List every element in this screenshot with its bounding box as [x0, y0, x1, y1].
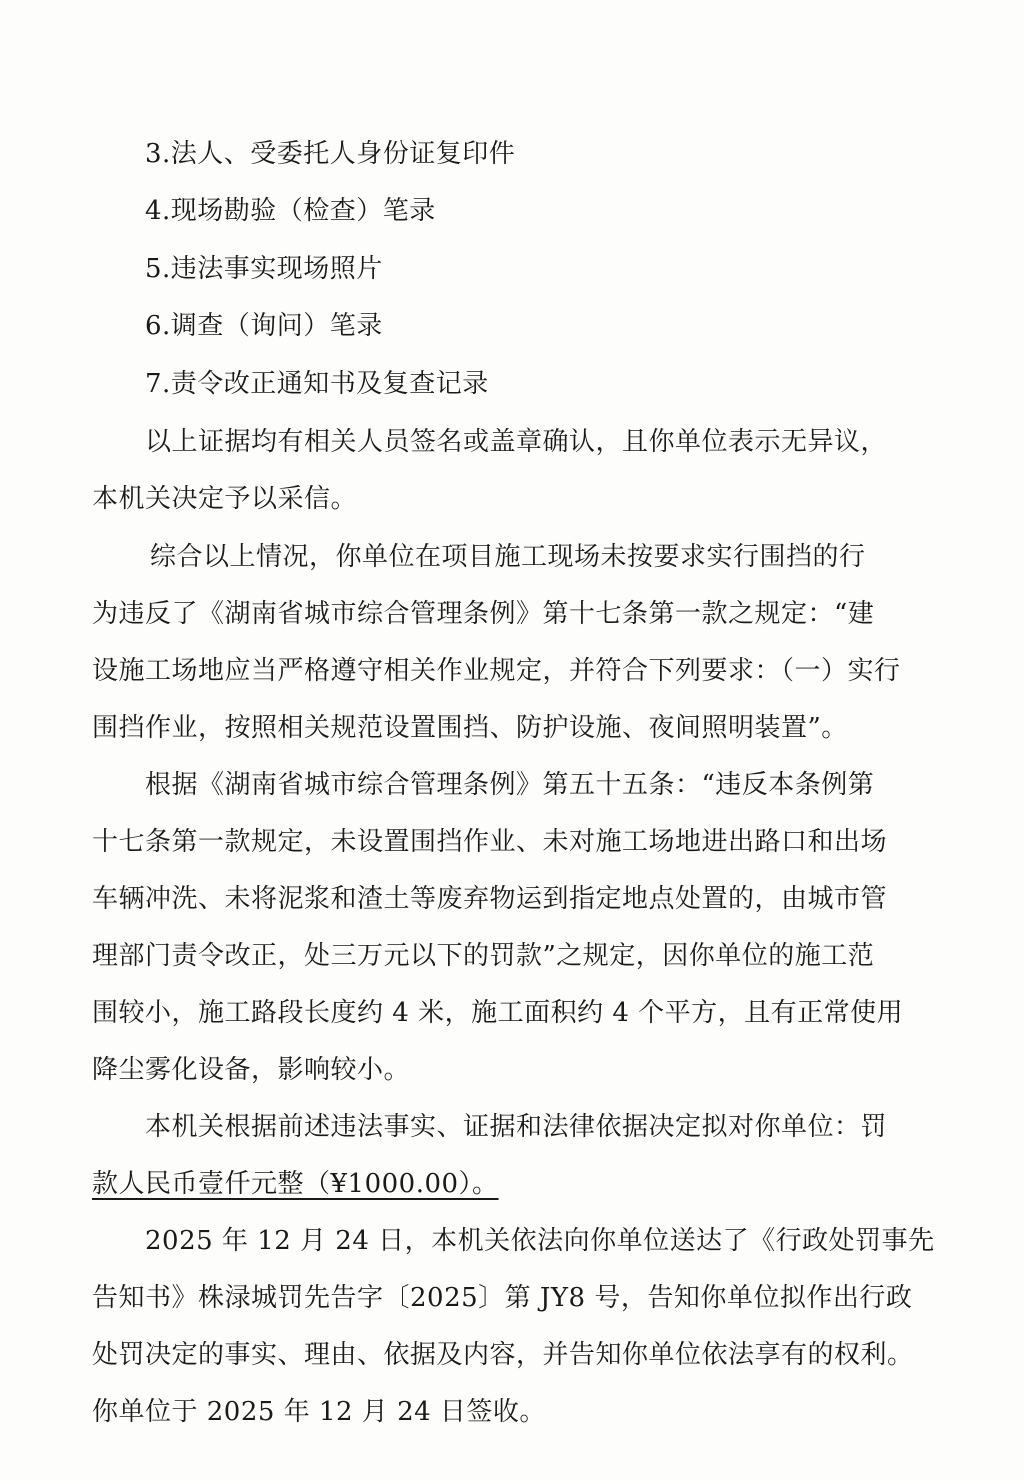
basis-line-4: 理部门责令改正，处三万元以下的罚款”之规定，因你单位的施工范	[92, 941, 875, 971]
notice-line-4: 你单位于 2025 年 12 月 24 日签收。	[92, 1397, 546, 1427]
evidence-item-5: 5.违法事实现场照片	[145, 254, 383, 284]
adoption-line-2: 本机关决定予以采信。	[92, 484, 358, 514]
notice-line-3: 处罚决定的事实、理由、依据及内容，并告知你单位依法享有的权利。	[92, 1340, 914, 1370]
basis-line-6: 降尘雾化设备，影响较小。	[92, 1055, 411, 1085]
notice-line-1: 2025 年 12 月 24 日，本机关依法向你单位送达了《行政处罚事先	[145, 1226, 935, 1256]
decision-line-1: 本机关根据前述违法事实、证据和法律依据决定拟对你单位：罚	[145, 1112, 888, 1142]
basis-line-1: 根据《湖南省城市综合管理条例》第五十五条：“违反本条例第	[145, 770, 875, 800]
basis-line-3: 车辆冲洗、未将泥浆和渣土等废弃物运到指定地点处置的，由城市管	[92, 884, 888, 914]
evidence-item-7: 7.责令改正通知书及复查记录	[145, 369, 489, 399]
notice-line-2: 告知书》株渌城罚先告字〔2025〕第 JY8 号，告知你单位拟作出行政	[92, 1283, 913, 1313]
decision-line-2: 款人民币壹仟元整（¥1000.00）。	[92, 1169, 499, 1199]
violation-line-1: 综合以上情况，你单位在项目施工现场未按要求实行围挡的行	[150, 542, 866, 572]
evidence-item-3: 3.法人、受委托人身份证复印件	[145, 139, 516, 169]
evidence-item-4: 4.现场勘验（检查）笔录	[145, 196, 436, 226]
adoption-line-1: 以上证据均有相关人员签名或盖章确认，且你单位表示无异议，	[145, 427, 888, 457]
violation-line-2: 为违反了《湖南省城市综合管理条例》第十七条第一款之规定：“建	[92, 599, 875, 629]
evidence-item-6: 6.调查（询问）笔录	[145, 311, 383, 341]
basis-line-2: 十七条第一款规定，未设置围挡作业、未对施工场地进出路口和出场	[92, 827, 888, 857]
violation-line-3: 设施工场地应当严格遵守相关作业规定，并符合下列要求：（一）实行	[92, 656, 901, 686]
basis-line-5: 围较小，施工路段长度约 4 米，施工面积约 4 个平方，且有正常使用	[92, 998, 904, 1028]
violation-line-4: 围挡作业，按照相关规范设置围挡、防护设施、夜间照明装置”。	[92, 713, 848, 743]
